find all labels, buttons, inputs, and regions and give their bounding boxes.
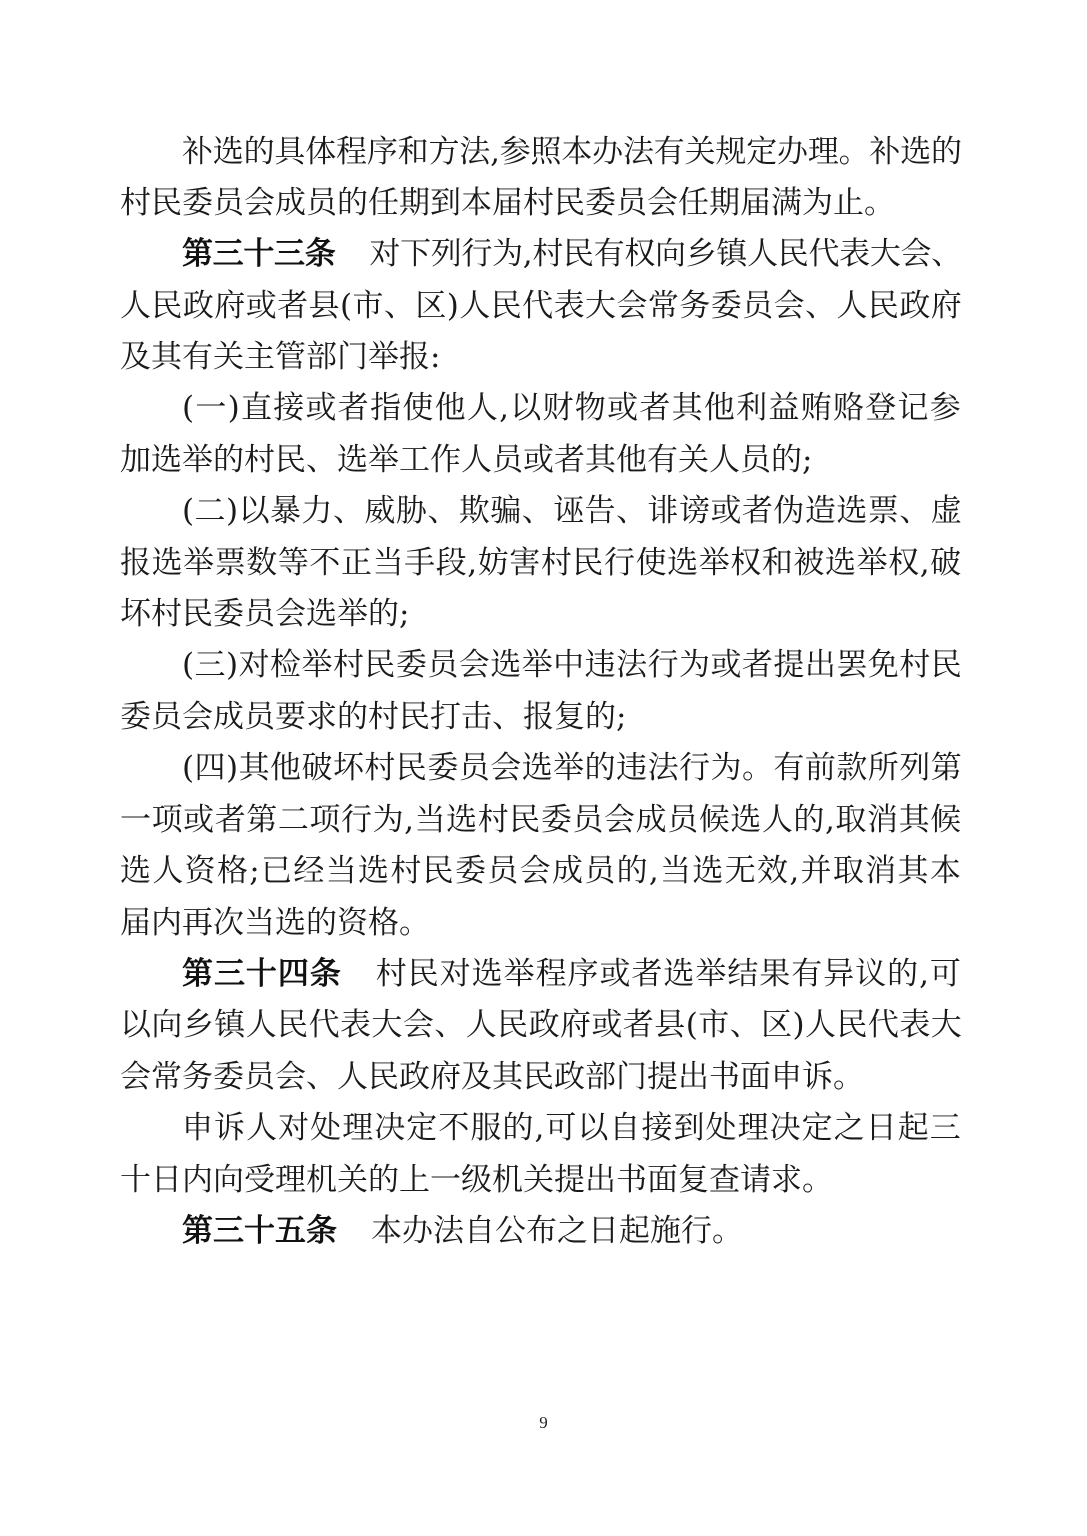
article-heading: 第三十四条 bbox=[182, 956, 342, 992]
text-line bbox=[120, 596, 410, 632]
text-line bbox=[120, 442, 813, 478]
line-text: 及其有关主管部门举报: bbox=[120, 339, 441, 375]
line-text: (四)其他破坏村民委员会选举的违法行为。有前款所列第 bbox=[182, 750, 963, 786]
article-heading: 第三十三条 bbox=[182, 236, 336, 272]
text-line bbox=[182, 750, 963, 786]
line-text: 坏村民委员会选举的; bbox=[120, 596, 410, 632]
text-line bbox=[182, 956, 962, 992]
page-number: 9 bbox=[539, 1413, 548, 1432]
line-text: 补选的具体程序和方法,参照本办法有关规定办理。补选的 bbox=[182, 134, 962, 170]
text-line bbox=[182, 1213, 743, 1249]
text-line bbox=[120, 1059, 864, 1095]
line-text: 报选举票数等不正当手段,妨害村民行使选举权和被选举权,破 bbox=[120, 545, 962, 581]
text-line bbox=[120, 699, 627, 735]
text-line bbox=[182, 236, 962, 272]
text-line bbox=[120, 1162, 833, 1198]
line-text: 本办法自公布之日起施行。 bbox=[371, 1213, 743, 1249]
line-text: 村民对选举程序或者选举结果有异议的,可 bbox=[375, 956, 962, 992]
text-line bbox=[120, 905, 430, 941]
line-text: 会常务委员会、人民政府及其民政部门提出书面申诉。 bbox=[120, 1059, 864, 1095]
line-text: 届内再次当选的资格。 bbox=[120, 905, 430, 941]
text-line bbox=[182, 134, 962, 170]
line-text: 一项或者第二项行为,当选村民委员会成员候选人的,取消其候 bbox=[120, 802, 962, 838]
line-text: 以向乡镇人民代表大会、人民政府或者县(市、区)人民代表大 bbox=[120, 1007, 963, 1043]
text-line bbox=[120, 853, 963, 889]
line-text: 委员会成员要求的村民打击、报复的; bbox=[120, 699, 627, 735]
line-text: (一)直接或者指使他人,以财物或者其他利益贿赂登记参 bbox=[182, 390, 963, 426]
text-line bbox=[120, 802, 962, 838]
line-text: 申诉人对处理决定不服的,可以自接到处理决定之日起三 bbox=[182, 1110, 962, 1146]
text-line bbox=[120, 545, 962, 581]
line-text: 人民政府或者县(市、区)人民代表大会常务委员会、人民政府 bbox=[120, 288, 963, 324]
text-line bbox=[182, 647, 963, 683]
text-line bbox=[182, 390, 963, 426]
line-text: 十日内向受理机关的上一级机关提出书面复查请求。 bbox=[120, 1162, 833, 1198]
line-text: 村民委员会成员的任期到本届村民委员会任期届满为止。 bbox=[120, 185, 895, 221]
line-text: 对下列行为,村民有权向乡镇人民代表大会、 bbox=[369, 236, 962, 272]
line-text: 加选举的村民、选举工作人员或者其他有关人员的; bbox=[120, 442, 813, 478]
text-line bbox=[120, 288, 963, 324]
text-line bbox=[120, 1007, 963, 1043]
line-text: (三)对检举村民委员会选举中违法行为或者提出罢免村民 bbox=[182, 647, 963, 683]
text-line bbox=[182, 1110, 962, 1146]
text-line bbox=[182, 493, 963, 529]
line-text: 选人资格;已经当选村民委员会成员的,当选无效,并取消其本 bbox=[120, 853, 963, 889]
line-text: (二)以暴力、威胁、欺骗、诬告、诽谤或者伪造选票、虚 bbox=[182, 493, 963, 529]
article-heading: 第三十五条 bbox=[182, 1213, 337, 1249]
text-line bbox=[120, 339, 441, 375]
text-line bbox=[120, 185, 895, 221]
